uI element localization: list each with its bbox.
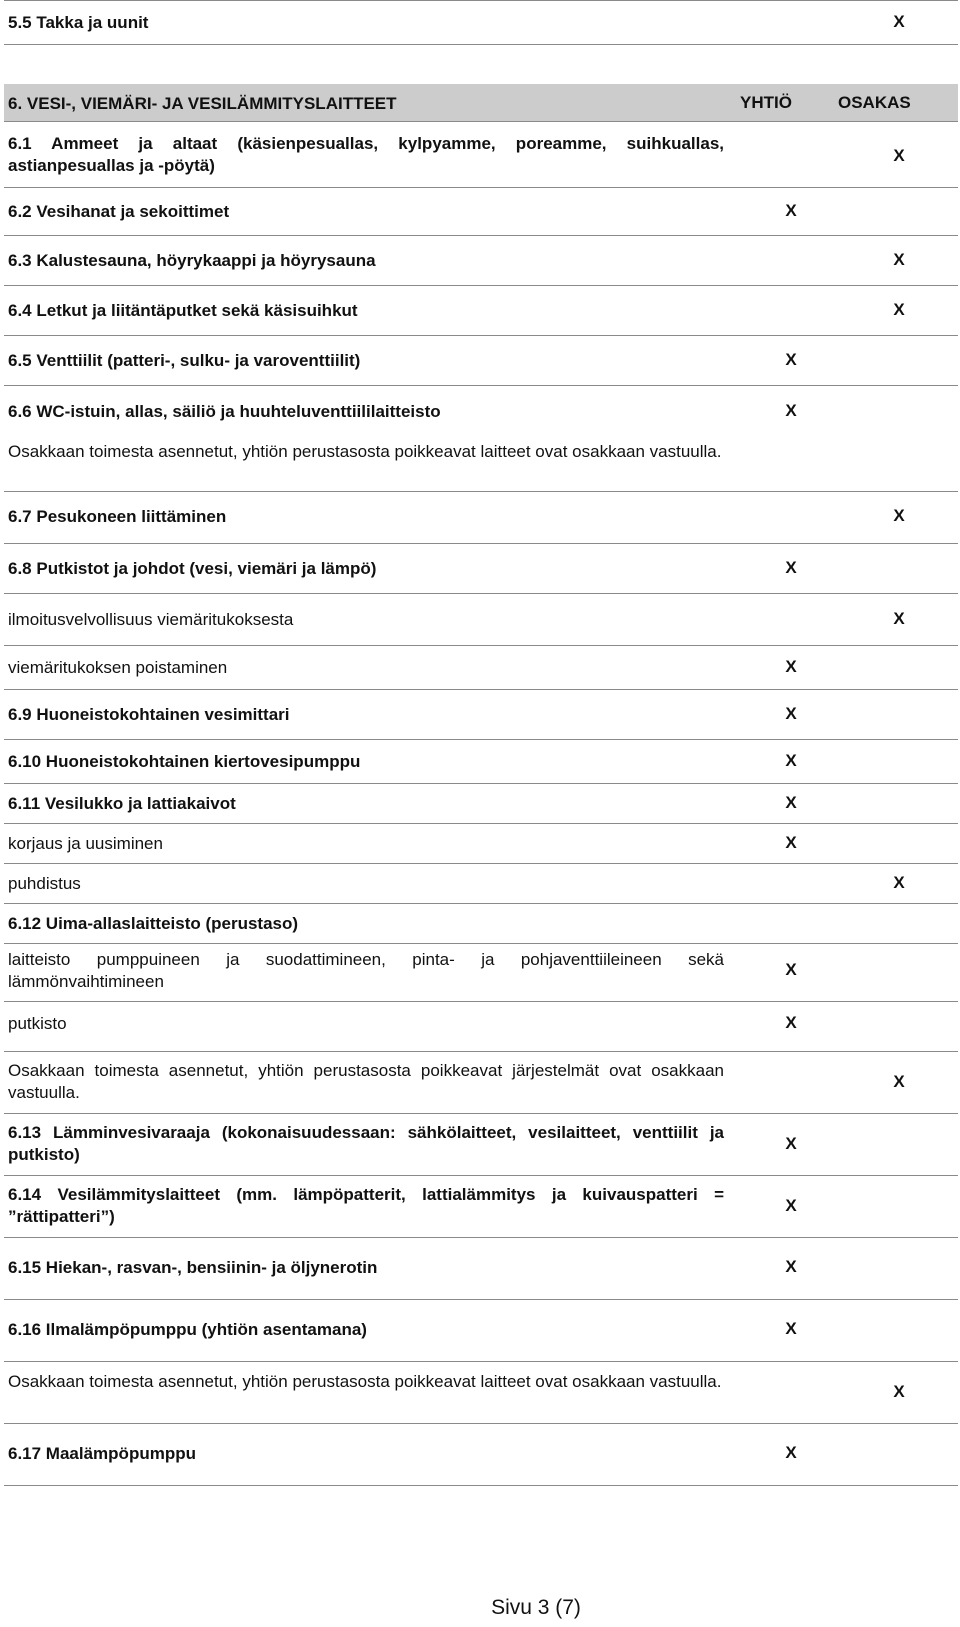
row-label: Osakkaan toimesta asennetut, yhtiön perustasosta poikkeavat järjestelmät ovat osakkaan vastuulla. (8, 1061, 724, 1102)
table-row (4, 904, 958, 944)
table-row (4, 1424, 958, 1486)
table-row (4, 336, 958, 386)
section-header (4, 84, 958, 122)
row-label: Osakkaan toimesta asennetut, yhtiön perustasosta poikkeavat laitteet ovat osakkaan vastuulla. (8, 442, 722, 461)
row-label: putkisto (8, 1014, 67, 1033)
table-row (4, 1176, 958, 1238)
osakas-mark: X (893, 1072, 905, 1091)
row-label: 6.10 Huoneistokohtainen kiertovesipumppu (8, 752, 361, 771)
yhtio-mark: X (785, 1257, 797, 1276)
row-label: viemäritukoksen poistaminen (8, 658, 228, 677)
table-row (4, 1002, 958, 1052)
yhtio-mark: X (785, 704, 797, 723)
row-label: 6.6 WC-istuin, allas, säiliö ja huuhteluventtiililaitteisto (8, 402, 441, 421)
row-label: 6.1 Ammeet ja altaat (käsienpesuallas, kylpyamme, poreamme, suihkuallas, astianpesuallas ja -pöytä) (8, 134, 724, 175)
row-label: 6.17 Maalämpöpumppu (8, 1444, 196, 1463)
table-row (4, 544, 958, 594)
yhtio-mark: X (785, 751, 797, 770)
row-label: 6.7 Pesukoneen liittäminen (8, 507, 227, 526)
table-row (4, 1114, 958, 1176)
osakas-mark: X (893, 146, 905, 165)
row-label: 6.3 Kalustesauna, höyrykaappi ja höyrysauna (8, 251, 376, 270)
table-row (4, 286, 958, 336)
row-label: korjaus ja uusiminen (8, 834, 163, 853)
yhtio-mark: X (785, 833, 797, 852)
row-label: 5.5 Takka ja uunit (8, 13, 149, 32)
table-row (4, 690, 958, 740)
row-label: 6.8 Putkistot ja johdot (vesi, viemäri ja lämpö) (8, 559, 377, 578)
table-row (4, 784, 958, 824)
row-label: laitteisto pumppuineen ja suodattimineen, pinta- ja pohjaventtiileineen sekä lämmönvaihtimineen (8, 950, 724, 991)
column-header-yhtio: YHTIÖ (740, 93, 792, 112)
page-number: Sivu 3 (7) (491, 1596, 581, 1619)
table-row (4, 740, 958, 784)
row-label: 6.11 Vesilukko ja lattiakaivot (8, 794, 236, 813)
osakas-mark: X (893, 506, 905, 525)
yhtio-mark: X (785, 558, 797, 577)
yhtio-mark: X (785, 1319, 797, 1338)
table-row (4, 1300, 958, 1362)
row-label: 6.16 Ilmalämpöpumppu (yhtiön asentamana) (8, 1320, 367, 1339)
yhtio-mark: X (785, 401, 797, 420)
yhtio-mark: X (785, 1196, 797, 1215)
row-label: 6.12 Uima-allaslaitteisto (perustaso) (8, 914, 299, 933)
table-row (4, 594, 958, 646)
table-row (4, 1052, 958, 1114)
row-label: 6.9 Huoneistokohtainen vesimittari (8, 705, 290, 724)
yhtio-mark: X (785, 793, 797, 812)
row-label: 6.14 Vesilämmityslaitteet (mm. lämpöpatterit, lattialämmitys ja kuivauspatteri = ”rättipatteri”) (8, 1185, 724, 1226)
table-row (4, 432, 958, 492)
table-row (4, 122, 958, 188)
yhtio-mark: X (785, 1443, 797, 1462)
row-label: 6.4 Letkut ja liitäntäputket sekä käsisuihkut (8, 301, 358, 320)
yhtio-mark: X (785, 960, 797, 979)
table-row (4, 0, 958, 45)
row-label: 6.5 Venttiilit (patteri-, sulku- ja varoventtiilit) (8, 351, 361, 370)
row-label: Osakkaan toimesta asennetut, yhtiön perustasosta poikkeavat laitteet ovat osakkaan vastuulla. (8, 1372, 722, 1391)
yhtio-mark: X (785, 201, 797, 220)
column-header-osakas: OSAKAS (838, 93, 911, 112)
table-row (4, 1362, 958, 1424)
table-row (4, 492, 958, 544)
table-row (4, 824, 958, 864)
row-label: puhdistus (8, 874, 81, 893)
table-row (4, 236, 958, 286)
yhtio-mark: X (785, 350, 797, 369)
table-row (4, 646, 958, 690)
table-row (4, 1238, 958, 1300)
osakas-mark: X (893, 1382, 905, 1401)
osakas-mark: X (893, 300, 905, 319)
table-row (4, 864, 958, 904)
yhtio-mark: X (785, 1013, 797, 1032)
table-row (4, 386, 958, 432)
row-label: 6.13 Lämminvesivaraaja (kokonaisuudessaan: sähkölaitteet, vesilaitteet, venttiilit ja putkisto) (8, 1123, 724, 1164)
yhtio-mark: X (785, 657, 797, 676)
osakas-mark: X (893, 873, 905, 892)
osakas-mark: X (893, 609, 905, 628)
table-row (4, 188, 958, 236)
row-label: 6.2 Vesihanat ja sekoittimet (8, 202, 230, 221)
section-title: 6. VESI-, VIEMÄRI- JA VESILÄMMITYSLAITTEET (8, 94, 397, 113)
table-row (4, 944, 958, 1002)
row-label: ilmoitusvelvollisuus viemäritukoksesta (8, 610, 294, 629)
osakas-mark: X (893, 12, 905, 31)
osakas-mark: X (893, 250, 905, 269)
yhtio-mark: X (785, 1134, 797, 1153)
row-label: 6.15 Hiekan-, rasvan-, bensiinin- ja öljynerotin (8, 1258, 378, 1277)
